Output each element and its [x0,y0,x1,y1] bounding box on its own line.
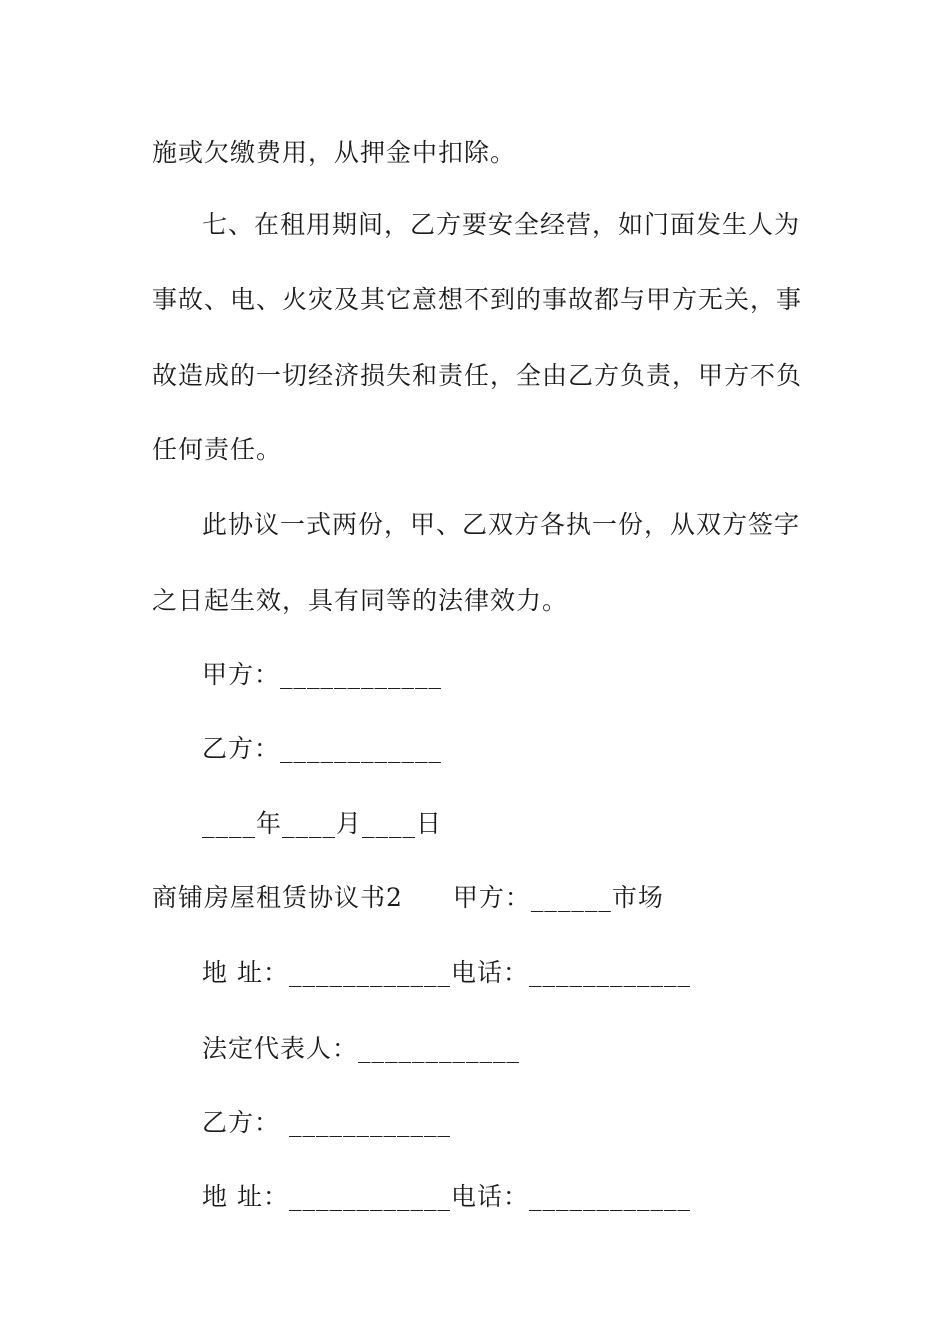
signature-date: ____年____月____日 [202,809,443,838]
signature-party-b: 乙方：____________ [202,734,443,763]
paragraph-line: 此协议一式两份，甲、乙双方各执一份，从双方签字 [202,510,801,539]
agreement-title: 商铺房屋租赁协议书2 [152,883,403,912]
legal-representative: 法定代表人：____________ [202,1034,521,1063]
second-agreement-title-line [152,882,812,914]
signature-party-a: 甲方：____________ [202,660,443,689]
paragraph-line: 任何责任。 [152,435,283,464]
party-a-address-phone: 地 址：____________电话：____________ [202,958,691,987]
paragraph-line: 之日起生效，具有同等的法律效力。 [152,586,569,615]
paragraph-line: 事故、电、火灾及其它意想不到的事故都与甲方无关，事 [152,285,803,314]
paragraph-line: 故造成的一切经济损失和责任，全由乙方负责，甲方不负 [152,361,803,390]
paragraph-line: 施或欠缴费用，从押金中扣除。 [152,138,517,167]
party-b: 乙方： ____________ [202,1108,451,1137]
party-b-address-phone: 地 址：____________电话：____________ [202,1182,691,1211]
party-a-market: 甲方：______市场 [452,883,664,912]
paragraph-line: 七、在租用期间，乙方要安全经营，如门面发生人为 [202,210,801,239]
